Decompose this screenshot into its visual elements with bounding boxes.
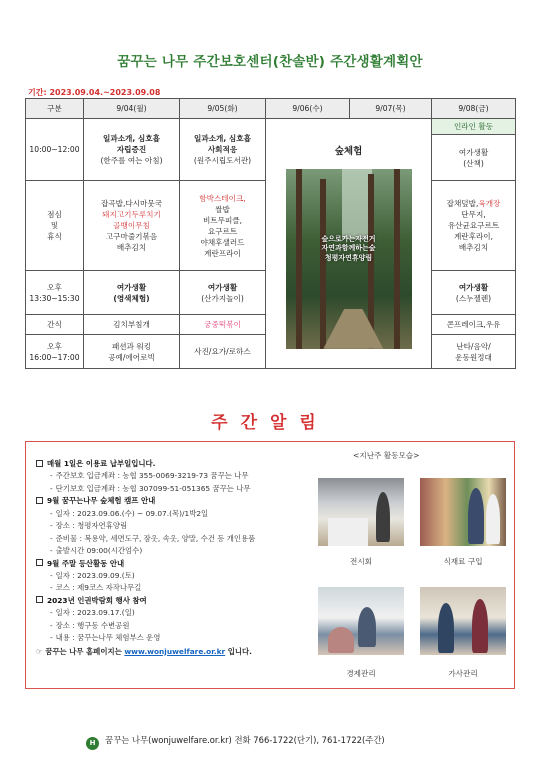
notice-item: - 출발시간 09:00(시간엄수) xyxy=(50,546,143,556)
homepage-line: ☞ 꿈꾸는 나무 홈페이지는 www.wonjuwelfare.or.kr 입니다. xyxy=(36,646,252,656)
snack-mon: 김치부침개 xyxy=(84,315,180,335)
person-figure xyxy=(358,607,376,647)
header-category: 구분 xyxy=(26,99,84,119)
person-figure xyxy=(472,599,488,653)
morning-mon: 일과소개, 심호흡 자립증진 (한주를 여는 아침) xyxy=(84,119,180,181)
table-figure xyxy=(328,518,368,546)
morning-time: 10:00~12:00 xyxy=(26,119,84,181)
caption-economy: 경제관리 xyxy=(346,669,376,678)
notice-list xyxy=(36,458,336,658)
table-row-online xyxy=(26,119,516,135)
header-fri: 9/08(금) xyxy=(432,99,516,119)
notice-item: - 장소 : 행구동 수변공원 xyxy=(50,620,130,630)
forest-camp-label: 숲체험 xyxy=(334,146,363,157)
notice-item: - 단기보호 입금계좌 : 농협 307099-51-051365 꿈꾸는 나무 xyxy=(50,483,251,493)
notice-heading: 9월 주말 등산활동 안내 xyxy=(36,558,336,570)
caption-exhibition: 전시회 xyxy=(349,557,372,566)
caption-grocery: 식재료 구입 xyxy=(443,557,483,566)
person-figure xyxy=(328,627,354,653)
notice-box xyxy=(25,441,515,689)
lunch-tue: 함박스테이크, 쌀밥 비트무피클, 요구르트 야채후샐러드 계란프라이 xyxy=(180,181,266,271)
evening-tue: 사진/요가/로하스 xyxy=(180,335,266,369)
snack-fri: 콘프레이크,우유 xyxy=(432,315,516,335)
online-activity-label: 인라인 활동 xyxy=(432,119,516,135)
afternoon-mon: 여가생활 (영색체험) xyxy=(84,271,180,315)
forest-camp-photo xyxy=(286,169,412,349)
notice-item: - 일자 : 2023.09.17.(일) xyxy=(50,608,135,618)
checkbox-icon xyxy=(36,460,43,467)
header-tue: 9/05(화) xyxy=(180,99,266,119)
forest-camp-cell xyxy=(266,119,432,369)
notice-item: - 주간보호 입금계좌 : 농협 355-0069-3219-73 꿈꾸는 나무 xyxy=(50,471,249,481)
logo-icon: H xyxy=(86,737,99,750)
snack-label: 간식 xyxy=(26,315,84,335)
person-figure xyxy=(486,494,500,544)
photo-economy xyxy=(318,587,404,655)
notice-item: - 코스 : 제9코스 자작나무길 xyxy=(50,583,142,593)
forest-path xyxy=(323,309,383,349)
afternoon-fri: 여가생활 (스누젤렌) xyxy=(432,271,516,315)
table-header-row xyxy=(26,99,516,119)
footer-contact: 꿈꾸는 나무(wonjuwelfare.or.kr) 전화 766-1722(단기), 761-1722(주간) xyxy=(105,735,385,745)
lunch-label: 점심 및 휴식 xyxy=(26,181,84,271)
evening-mon: 패션과 워킹 공예/에어로빅 xyxy=(84,335,180,369)
afternoon-time: 오후 13:30~15:30 xyxy=(26,271,84,315)
checkbox-icon xyxy=(36,497,43,504)
checkbox-icon xyxy=(36,559,43,566)
schedule-period: 기간: 2023.09.04.~2023.09.08 xyxy=(28,88,161,97)
page-title: 꿈꾸는 나무 주간보호센터(찬솔반) 주간생활계획안 xyxy=(117,54,423,70)
notice-item: - 일자 : 2023.09.09.(토) xyxy=(50,570,135,580)
checkbox-icon xyxy=(36,596,43,603)
photo-grocery xyxy=(420,478,506,546)
lunch-fri: 잡채덮밥,육개장 단무지, 유산균요구르트 계란후라이, 배추김치 xyxy=(432,181,516,271)
notice-heading: 매월 1일은 이용료 납부일입니다. xyxy=(36,458,336,470)
header-wed: 9/06(수) xyxy=(266,99,350,119)
homepage-link[interactable]: www.wonjuwelfare.or.kr xyxy=(124,646,226,656)
evening-time: 오후 16:00~17:00 xyxy=(26,335,84,369)
person-figure xyxy=(468,488,484,544)
caption-housework: 가사관리 xyxy=(448,669,478,678)
weekly-schedule-table xyxy=(25,98,516,369)
notice-heading: 9월 꿈꾸는나무 숲체험 캠프 안내 xyxy=(36,495,336,507)
notice-heading: 2023년 인권박람회 행사 참여 xyxy=(36,595,336,607)
footer xyxy=(86,734,486,750)
notice-item: - 준비물 : 복용약, 세면도구, 잠옷, 속옷, 양말, 수건 등 개인용품 xyxy=(50,533,256,543)
morning-tue: 일과소개, 심호흡 사회적응 (원주시립도서관) xyxy=(180,119,266,181)
photo-housework xyxy=(420,587,506,655)
notice-item: - 장소 : 청평자연휴양림 xyxy=(50,521,128,531)
afternoon-tue: 여가생활 (산가지놀이) xyxy=(180,271,266,315)
gallery-title: <지난주 활동모습> xyxy=(353,451,420,460)
header-thu: 9/07(목) xyxy=(350,99,432,119)
snack-tue: 궁중떡볶이 xyxy=(180,315,266,335)
weekly-notice-title: 주간알림 xyxy=(211,413,329,433)
person-figure xyxy=(438,603,454,653)
lunch-mon: 잡곡밥,다시마뭇국 돼지고기두루치기 골뱅이무침 고구마줄기볶음 배추김치 xyxy=(84,181,180,271)
evening-fri: 난타/음악/ 운동원정대 xyxy=(432,335,516,369)
person-figure xyxy=(376,492,390,542)
tree-trunk xyxy=(320,179,326,349)
notice-item: - 내용 : 꿈꾸는나무 체험부스 운영 xyxy=(50,633,161,643)
header-mon: 9/04(월) xyxy=(84,99,180,119)
morning-fri: 여가생활 (산책) xyxy=(432,135,516,181)
photo-exhibition xyxy=(318,478,404,546)
notice-item: - 일자 : 2023.09.06.(수) ~ 09.07.(목)/1박2일 xyxy=(50,508,209,518)
forest-sign-text: 숲으로가는자전거 자연과함께하는숲 청평자연휴양림 xyxy=(321,234,376,262)
